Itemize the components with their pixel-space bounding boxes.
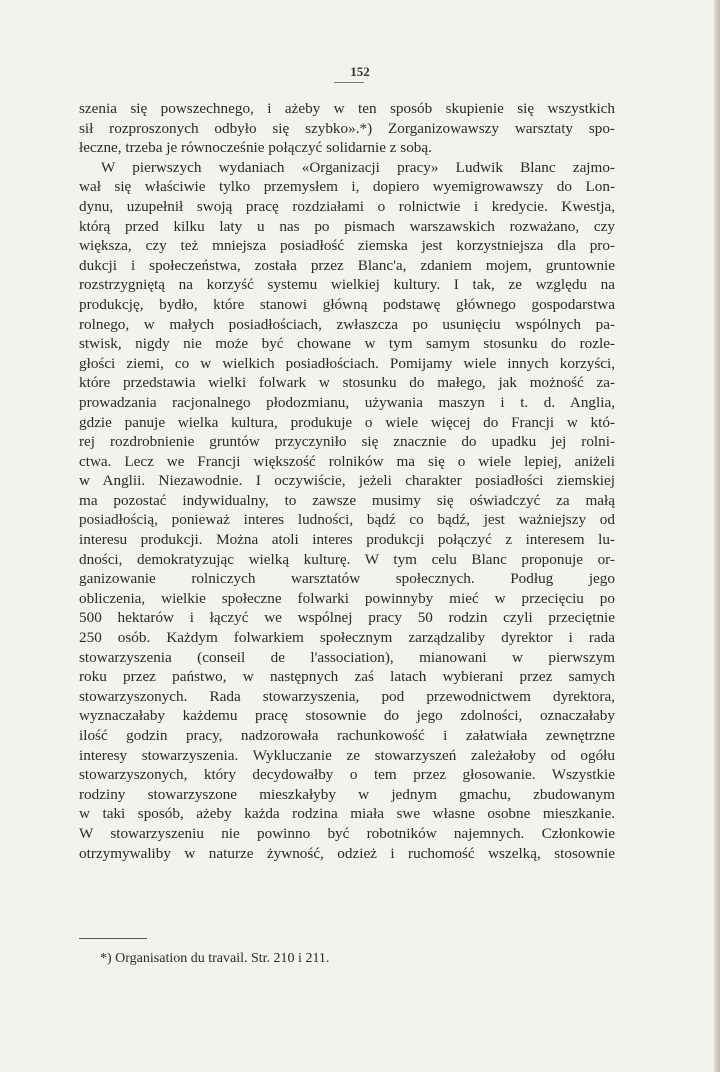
- text-line: 500 hektarów i łączyć we wspólnej pracy 50 rodzin czyli przeciętnie: [79, 609, 615, 627]
- text-line: stowarzyszonych, który decydowałby o tem przez głosowanie. Wszystkie: [79, 766, 615, 784]
- text-line: stowarzyszonych. Rada stowarzyszenia, pod przewodnictwem dyrektora,: [79, 687, 615, 705]
- text-line: ma pozostać indywidualny, to zawsze musimy się oświadczyć za małą: [79, 491, 615, 509]
- text-line: głości ziemi, co w wielkich posiadłościach. Pomijamy wiele innych korzyści,: [79, 354, 615, 372]
- text-line: rozstrzygniętą na korzyść systemu wielkiej kultury. I tak, ze względu na: [79, 276, 615, 294]
- text-line: produkcję, bydło, które stanowi główną podstawę głównego gospodarstwa: [79, 295, 615, 313]
- text-line: wyznaczałaby każdemu pracę stosownie do jego zdolności, oznaczałaby: [79, 707, 615, 725]
- text-line: w taki sposób, ażeby każda rodzina miała swe własne osobne mieszkanie.: [79, 805, 615, 823]
- text-line: sił rozproszonych odbyło się szybko».*) Zorganizowawszy warsztaty spo-: [79, 119, 615, 137]
- body-text: [79, 99, 615, 863]
- text-line: obliczenia, wielkie społeczne folwarki powinnyby mieć w przecięciu po: [79, 589, 615, 607]
- text-line: interesu produkcji. Można atoli interes produkcji połączyć z interesem lu-: [79, 531, 615, 549]
- footnote: *) Organisation du travail. Str. 210 i 211.: [100, 951, 330, 966]
- page-edge-shadow: [714, 0, 720, 1072]
- text-line: interesy stowarzyszenia. Wykluczanie ze stowarzyszeń zależałoby od ogółu: [79, 746, 615, 764]
- text-line: prowadzania racjonalnego płodozmianu, używania maszyn i t. d. Anglia,: [79, 393, 615, 411]
- text-line: łeczne, trzeba je równocześnie połączyć solidarnie z sobą.: [79, 139, 432, 157]
- page-number-underline: [334, 82, 364, 83]
- text-line: 250 osób. Każdym folwarkiem społecznym zarządzaliby dyrektor i rada: [79, 629, 615, 647]
- text-line: ilość godzin pracy, nadzorowała rachunkowość i załatwiała zewnętrzne: [79, 727, 615, 744]
- text-line: gdzie panuje wielka kultura, produkuje o wiele więcej do Francji w któ-: [79, 413, 615, 431]
- text-line: rodziny stowarzyszone mieszkałyby w jednym gmachu, zbudowanym: [79, 785, 615, 803]
- text-line: stowarzyszenia (conseil de l'association), mianowani w pierwszym: [79, 648, 615, 666]
- text-line: dynu, uzupełnił swoją pracę rozdziałami o rolnictwie i kredycie. Kwestja,: [79, 197, 615, 215]
- text-line: które przedstawia wielki folwark w stosunku do małego, jak możność za-: [79, 374, 615, 392]
- text-line: ctwa. Lecz we Francji większość rolników ma się o wiele lepiej, aniżeli: [79, 452, 615, 470]
- text-line: którą przed kilku laty u nas po pismach warszawskich rozważano, czy: [79, 217, 615, 235]
- text-line: w Anglii. Niezawodnie. I oczywiście, jeżeli charakter posiadłości ziemskiej: [79, 472, 615, 490]
- text-line: rej rozdrobnienie gruntów przyczyniło się znacznie do upadku jej rolni-: [79, 433, 615, 451]
- text-line: ganizowanie rolniczych warsztatów społecznych. Podług jego: [79, 570, 615, 588]
- text-line: rolnego, w małych posiadłościach, zwłaszcza po usunięciu wspólnych pa-: [79, 315, 615, 333]
- page-number: 152: [350, 64, 370, 79]
- text-line: dukcji i społeczeństwa, została przez Blanc'a, zdaniem mojem, gruntownie: [79, 256, 615, 274]
- text-line: dności, demokratyzując wielką kulturę. W tym celu Blanc proponuje or-: [79, 550, 615, 568]
- text-line: roku przez państwo, w następnych zaś latach wybierani przez samych: [79, 668, 615, 686]
- text-line: wał się właściwie tylko przemysłem i, dopiero wyemigrowawszy do Lon-: [79, 178, 615, 196]
- footnote-separator: [79, 938, 147, 939]
- text-line: stwisk, nigdy nie może być chowane w tym samym stosunku do rozle-: [79, 335, 615, 353]
- text-line: W stowarzyszeniu nie powinno być robotników najemnych. Członkowie: [79, 824, 615, 842]
- text-line: szenia się powszechnego, i ażeby w ten sposób skupienie się wszystkich: [79, 100, 615, 117]
- text-line: otrzymywaliby w naturze żywność, odzież i ruchomość wszelką, stosownie: [79, 844, 615, 862]
- text-line: W pierwszych wydaniach «Organizacji pracy» Ludwik Blanc zajmo-: [101, 158, 615, 176]
- text-line: większa, czy też mniejsza posiadłość ziemska jest korzystniejsza dla pro-: [79, 237, 615, 255]
- text-line: posiadłością, ponieważ interes ludności, bądź co bądź, jest ważniejszy od: [79, 511, 615, 529]
